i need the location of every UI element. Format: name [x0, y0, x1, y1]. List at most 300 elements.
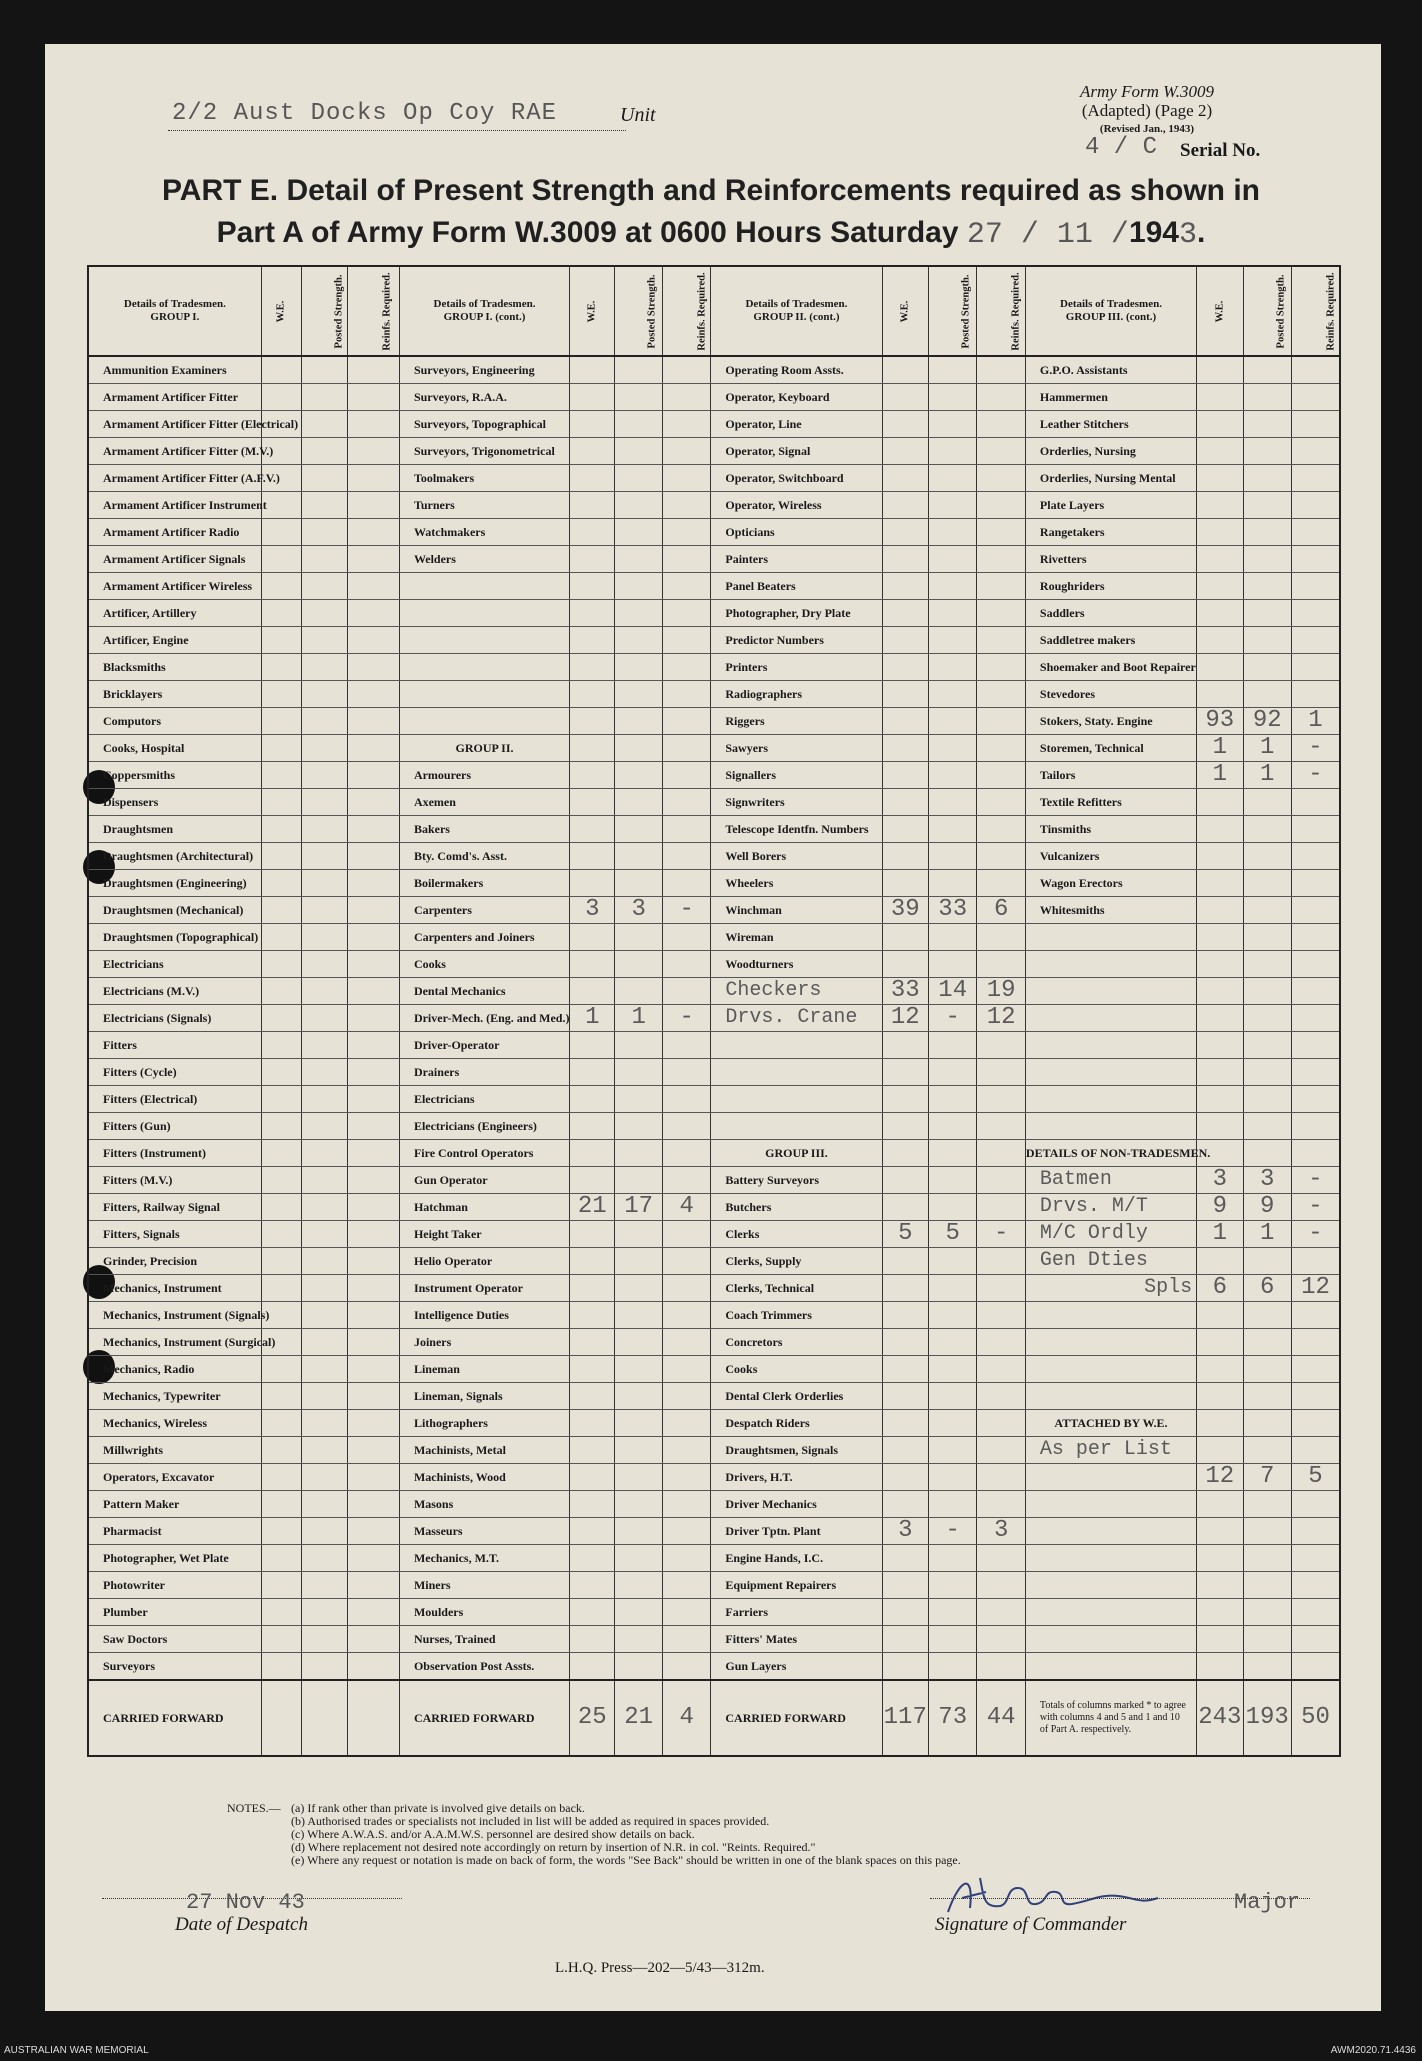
- trade-name: [399, 627, 569, 654]
- trade-name: Woodturners: [711, 951, 882, 978]
- we-value: [570, 1383, 615, 1410]
- trade-name: Surveyors, R.A.A.: [399, 384, 569, 411]
- we-value: [570, 411, 615, 438]
- trade-name: Fitters (Electrical): [88, 1086, 261, 1113]
- we-value: [1197, 600, 1243, 627]
- table-row: [88, 1653, 1340, 1681]
- trade-name: Draughtsmen (Architectural): [88, 843, 261, 870]
- posted-strength-value: [615, 762, 662, 789]
- table-row: [88, 1032, 1340, 1059]
- column-header-label: W.E.: [275, 300, 287, 322]
- posted-strength-value: -: [928, 1005, 976, 1032]
- posted-strength-value: [301, 1437, 347, 1464]
- we-value: [882, 438, 928, 465]
- posted-strength-value: [1243, 1383, 1291, 1410]
- reinfs-required-value: [662, 924, 710, 951]
- trade-name: [1025, 1383, 1196, 1410]
- reinfs-required-value: [1291, 1518, 1340, 1545]
- table-row: [88, 681, 1340, 708]
- posted-strength-value: [928, 1059, 976, 1086]
- we-value: [882, 762, 928, 789]
- reinfs-required-value: [977, 1383, 1025, 1410]
- we-value: [882, 384, 928, 411]
- note-e: (e) Where any request or notation is made on back of form, the words "See Back" should be written in one of the blank spaces on this page.: [291, 1853, 961, 1867]
- reinfs-required-value: [662, 654, 710, 681]
- reinfs-required-value: [977, 1653, 1025, 1681]
- we-value: [882, 1545, 928, 1572]
- title-year-prefix: 194: [1128, 216, 1179, 249]
- we-value: [261, 924, 301, 951]
- reinfs-required-value: [977, 1194, 1025, 1221]
- posted-strength-value: [615, 519, 662, 546]
- form-line1: Army Form W.3009: [1080, 82, 1214, 101]
- reinfs-required-value: [348, 870, 400, 897]
- table-row: [88, 465, 1340, 492]
- reinfs-required-value: [348, 1356, 400, 1383]
- trade-name: Clerks, Technical: [711, 1275, 882, 1302]
- table-row: [88, 627, 1340, 654]
- we-value: [261, 627, 301, 654]
- we-value: [882, 492, 928, 519]
- reinfs-required-value: [348, 627, 400, 654]
- trade-name: Vulcanizers: [1025, 843, 1196, 870]
- we-value: [261, 600, 301, 627]
- trade-name: Grinder, Precision: [88, 1248, 261, 1275]
- we-value: [261, 1059, 301, 1086]
- trade-name: Well Borers: [711, 843, 882, 870]
- trade-name: Winchman: [711, 897, 882, 924]
- table-row: [88, 1518, 1340, 1545]
- table-row: [88, 1194, 1340, 1221]
- we-value: [882, 546, 928, 573]
- reinfs-required-value: [662, 1302, 710, 1329]
- trade-name: Joiners: [399, 1329, 569, 1356]
- column-header-label: W.E.: [1214, 300, 1226, 322]
- carried-forward-we: 117: [882, 1680, 928, 1756]
- we-value: [1197, 1356, 1243, 1383]
- trade-name: [399, 654, 569, 681]
- posted-strength-value: [615, 1248, 662, 1275]
- we-value: [261, 573, 301, 600]
- posted-strength-value: [928, 519, 976, 546]
- trade-name: Tailors: [1025, 762, 1196, 789]
- serial-label: Serial No.: [1180, 140, 1261, 161]
- posted-strength-value: 1: [1243, 762, 1291, 789]
- column-header-posted: [301, 266, 347, 356]
- column-header-reinfs: [1291, 266, 1340, 356]
- table-row: [88, 1275, 1340, 1302]
- posted-strength-value: [301, 924, 347, 951]
- trade-name: Drvs. M/T: [1025, 1194, 1196, 1221]
- trade-name: Blacksmiths: [88, 654, 261, 681]
- posted-strength-value: [1243, 843, 1291, 870]
- posted-strength-value: [928, 1545, 976, 1572]
- posted-strength-value: [1243, 411, 1291, 438]
- table-row: [88, 762, 1340, 789]
- commander-rank: Major: [1234, 1890, 1301, 1915]
- trade-name: As per List: [1025, 1437, 1196, 1464]
- we-value: [1197, 1329, 1243, 1356]
- posted-strength-value: [615, 1221, 662, 1248]
- reinfs-required-value: [348, 735, 400, 762]
- posted-strength-value: [928, 492, 976, 519]
- posted-strength-value: [1243, 1302, 1291, 1329]
- trade-name: Draughtsmen, Signals: [711, 1437, 882, 1464]
- trade-name: Carpenters and Joiners: [399, 924, 569, 951]
- reinfs-required-value: [662, 465, 710, 492]
- reinfs-required-value: [977, 492, 1025, 519]
- we-value: [570, 384, 615, 411]
- table-row: [88, 384, 1340, 411]
- posted-strength-value: [928, 438, 976, 465]
- posted-strength-value: [928, 600, 976, 627]
- posted-strength-value: [301, 1194, 347, 1221]
- posted-strength-value: [301, 384, 347, 411]
- reinfs-required-value: [1291, 1329, 1340, 1356]
- signature-label: Signature of Commander: [935, 1914, 1127, 1935]
- posted-strength-value: [301, 1275, 347, 1302]
- trade-name: Printers: [711, 654, 882, 681]
- column-header-reinfs: [348, 266, 400, 356]
- table-row: [88, 870, 1340, 897]
- we-value: 39: [882, 897, 928, 924]
- we-value: [261, 681, 301, 708]
- trade-name: [1025, 1302, 1196, 1329]
- reinfs-required-value: 3: [977, 1518, 1025, 1545]
- reinfs-required-value: [662, 762, 710, 789]
- reinfs-required-value: -: [662, 1005, 710, 1032]
- reinfs-required-value: [348, 492, 400, 519]
- trade-name: [711, 1086, 882, 1113]
- we-value: [570, 681, 615, 708]
- we-value: 93: [1197, 708, 1243, 735]
- posted-strength-value: [1243, 1599, 1291, 1626]
- table-row: [88, 1329, 1340, 1356]
- posted-strength-value: [1243, 1491, 1291, 1518]
- reinfs-required-value: [1291, 897, 1340, 924]
- we-value: [1197, 465, 1243, 492]
- trade-name: [399, 573, 569, 600]
- posted-strength-value: 6: [1243, 1275, 1291, 1302]
- trade-name: Moulders: [399, 1599, 569, 1626]
- we-value: [882, 1572, 928, 1599]
- posted-strength-value: [301, 356, 347, 384]
- trade-name: Tinsmiths: [1025, 816, 1196, 843]
- trade-name: Fitters (Gun): [88, 1113, 261, 1140]
- trade-name: [1025, 951, 1196, 978]
- reinfs-required-value: [1291, 1383, 1340, 1410]
- trade-name: Spls: [1025, 1275, 1196, 1302]
- trade-name: Cooks, Hospital: [88, 735, 261, 762]
- reinfs-required-value: [348, 573, 400, 600]
- trade-name: [1025, 1599, 1196, 1626]
- posted-strength-value: [301, 627, 347, 654]
- trade-name: Painters: [711, 546, 882, 573]
- carried-forward-ps: [301, 1680, 347, 1756]
- posted-strength-value: [615, 1518, 662, 1545]
- trade-name: Lineman, Signals: [399, 1383, 569, 1410]
- posted-strength-value: [301, 654, 347, 681]
- we-value: [570, 1032, 615, 1059]
- strength-table-wrap: [87, 265, 1341, 1789]
- column-header-posted: [1243, 266, 1291, 356]
- trade-name: Mechanics, Radio: [88, 1356, 261, 1383]
- we-value: [261, 1545, 301, 1572]
- trade-name: Saddlers: [1025, 600, 1196, 627]
- posted-strength-value: [928, 870, 976, 897]
- we-value: [882, 1653, 928, 1681]
- trade-name: Lineman: [399, 1356, 569, 1383]
- posted-strength-value: 92: [1243, 708, 1291, 735]
- we-value: [882, 1140, 928, 1167]
- we-value: [261, 384, 301, 411]
- posted-strength-value: [615, 1113, 662, 1140]
- trade-name: Instrument Operator: [399, 1275, 569, 1302]
- we-value: [1197, 411, 1243, 438]
- reinfs-required-value: [1291, 411, 1340, 438]
- we-value: [261, 1410, 301, 1437]
- reinfs-required-value: [1291, 600, 1340, 627]
- trade-name: Mechanics, Instrument (Surgical): [88, 1329, 261, 1356]
- reinfs-required-value: [977, 1275, 1025, 1302]
- trade-name: Radiographers: [711, 681, 882, 708]
- posted-strength-value: [928, 924, 976, 951]
- we-value: [882, 519, 928, 546]
- posted-strength-value: [301, 1302, 347, 1329]
- table-row: [88, 1167, 1340, 1194]
- posted-strength-value: 17: [615, 1194, 662, 1221]
- posted-strength-value: [615, 1356, 662, 1383]
- carried-forward-ps: 73: [928, 1680, 976, 1756]
- we-value: [1197, 1005, 1243, 1032]
- we-value: 9: [1197, 1194, 1243, 1221]
- reinfs-required-value: [662, 1437, 710, 1464]
- trade-name: Whitesmiths: [1025, 897, 1196, 924]
- posted-strength-value: [928, 1140, 976, 1167]
- table-row: [88, 951, 1340, 978]
- we-value: [882, 1275, 928, 1302]
- we-value: 1: [1197, 1221, 1243, 1248]
- we-value: [882, 1356, 928, 1383]
- table-row: [88, 411, 1340, 438]
- reinfs-required-value: [1291, 1248, 1340, 1275]
- posted-strength-value: [1243, 627, 1291, 654]
- trade-name: [1025, 1572, 1196, 1599]
- trade-name: Ammunition Examiners: [88, 356, 261, 384]
- we-value: [882, 735, 928, 762]
- we-value: [261, 1653, 301, 1681]
- trade-name: Driver-Mech. (Eng. and Med.): [399, 1005, 569, 1032]
- posted-strength-value: [1243, 492, 1291, 519]
- we-value: [1197, 1113, 1243, 1140]
- we-value: [1197, 1248, 1243, 1275]
- we-value: [882, 627, 928, 654]
- reinfs-required-value: [348, 897, 400, 924]
- trade-name: Operator, Signal: [711, 438, 882, 465]
- we-value: [570, 951, 615, 978]
- reinfs-required-value: [348, 1410, 400, 1437]
- posted-strength-value: [928, 1032, 976, 1059]
- we-value: [882, 1167, 928, 1194]
- reinfs-required-value: -: [1291, 735, 1340, 762]
- we-value: [1197, 843, 1243, 870]
- trade-name: Fitters (Cycle): [88, 1059, 261, 1086]
- reinfs-required-value: [662, 573, 710, 600]
- we-value: [570, 600, 615, 627]
- reinfs-required-value: [1291, 843, 1340, 870]
- table-row: [88, 789, 1340, 816]
- we-value: [1197, 1545, 1243, 1572]
- reinfs-required-value: -: [1291, 1221, 1340, 1248]
- posted-strength-value: [301, 573, 347, 600]
- reinfs-required-value: [662, 1086, 710, 1113]
- trade-name: Armament Artificer Fitter (A.F.V.): [88, 465, 261, 492]
- reinfs-required-value: [1291, 1599, 1340, 1626]
- table-row: [88, 1140, 1340, 1167]
- reinfs-required-value: [977, 438, 1025, 465]
- posted-strength-value: [928, 1383, 976, 1410]
- posted-strength-value: [1243, 816, 1291, 843]
- trade-name: Draughtsmen: [88, 816, 261, 843]
- posted-strength-value: [615, 356, 662, 384]
- we-value: [261, 1599, 301, 1626]
- trade-name: [1025, 1545, 1196, 1572]
- reinfs-required-value: [977, 1464, 1025, 1491]
- posted-strength-value: [615, 600, 662, 627]
- we-value: [1197, 1302, 1243, 1329]
- note-c: (c) Where A.W.A.S. and/or A.A.M.W.S. personnel are desired show details on back.: [291, 1827, 695, 1841]
- trade-name: Fitters, Railway Signal: [88, 1194, 261, 1221]
- trade-name: Riggers: [711, 708, 882, 735]
- trade-name: Armament Artificer Wireless: [88, 573, 261, 600]
- trade-name: [711, 1059, 882, 1086]
- reinfs-required-value: [1291, 573, 1340, 600]
- reinfs-required-value: [1291, 1437, 1340, 1464]
- unit-label: Unit: [620, 104, 656, 126]
- posted-strength-value: [615, 1275, 662, 1302]
- posted-strength-value: [1243, 870, 1291, 897]
- we-value: [570, 519, 615, 546]
- column-header-we: [1197, 266, 1243, 356]
- reinfs-required-value: [977, 708, 1025, 735]
- we-value: [1197, 1410, 1243, 1437]
- reinfs-required-value: [348, 1653, 400, 1681]
- posted-strength-value: [1243, 384, 1291, 411]
- table-row: [88, 546, 1340, 573]
- trade-name: Armament Artificer Instrument: [88, 492, 261, 519]
- reinfs-required-value: [348, 1248, 400, 1275]
- we-value: [1197, 789, 1243, 816]
- posted-strength-value: [1243, 1545, 1291, 1572]
- posted-strength-value: [615, 1599, 662, 1626]
- reinfs-required-value: 12: [977, 1005, 1025, 1032]
- trade-name: Gen Dties: [1025, 1248, 1196, 1275]
- we-value: 6: [1197, 1275, 1243, 1302]
- reinfs-required-value: [977, 843, 1025, 870]
- posted-strength-value: [928, 627, 976, 654]
- we-value: [882, 816, 928, 843]
- posted-strength-value: [1243, 681, 1291, 708]
- trade-name: Mechanics, Instrument (Signals): [88, 1302, 261, 1329]
- we-value: [261, 762, 301, 789]
- reinfs-required-value: 5: [1291, 1464, 1340, 1491]
- posted-strength-value: [615, 573, 662, 600]
- reinfs-required-value: [348, 1383, 400, 1410]
- we-value: [261, 1491, 301, 1518]
- reinfs-required-value: [348, 356, 400, 384]
- trade-name: Toolmakers: [399, 465, 569, 492]
- we-value: [1197, 1086, 1243, 1113]
- we-value: [882, 1491, 928, 1518]
- posted-strength-value: [301, 681, 347, 708]
- we-value: [261, 735, 301, 762]
- reinfs-required-value: [1291, 1086, 1340, 1113]
- note-d: (d) Where replacement not desired note accordingly on return by insertion of N.R. in col. "Reints. Required.": [291, 1840, 816, 1854]
- trade-name: Armament Artificer Fitter (M.V.): [88, 438, 261, 465]
- trade-name: [1025, 1491, 1196, 1518]
- reinfs-required-value: [662, 600, 710, 627]
- we-value: [882, 1194, 928, 1221]
- posted-strength-value: [615, 870, 662, 897]
- reinfs-required-value: 1: [1291, 708, 1340, 735]
- we-value: [261, 978, 301, 1005]
- trade-name: Observation Post Assts.: [399, 1653, 569, 1681]
- reinfs-required-value: [662, 1275, 710, 1302]
- reinfs-required-value: [662, 384, 710, 411]
- we-value: [261, 1113, 301, 1140]
- posted-strength-value: [1243, 356, 1291, 384]
- posted-strength-value: [1243, 1140, 1291, 1167]
- posted-strength-value: [928, 789, 976, 816]
- reinfs-required-value: [662, 708, 710, 735]
- posted-strength-value: [928, 465, 976, 492]
- trade-name: [1025, 978, 1196, 1005]
- column-header-label: Reinfs. Required.: [1325, 271, 1337, 351]
- carried-forward-we: 243: [1197, 1680, 1243, 1756]
- posted-strength-value: [301, 897, 347, 924]
- posted-strength-value: [615, 1437, 662, 1464]
- reinfs-required-value: [1291, 492, 1340, 519]
- we-value: [882, 1059, 928, 1086]
- we-value: [570, 789, 615, 816]
- trade-name: Plumber: [88, 1599, 261, 1626]
- column-header-details: Details of Tradesmen. GROUP II. (cont.): [711, 266, 882, 356]
- posted-strength-value: [1243, 978, 1291, 1005]
- reinfs-required-value: [977, 1626, 1025, 1653]
- reinfs-required-value: [977, 816, 1025, 843]
- trade-name: Fitters' Mates: [711, 1626, 882, 1653]
- trade-name: Operators, Excavator: [88, 1464, 261, 1491]
- totals-note: Totals of columns marked * to agree with columns 4 and 5 and 1 and 10 of Part A. respectively.: [1025, 1680, 1196, 1756]
- posted-strength-value: [615, 384, 662, 411]
- posted-strength-value: 14: [928, 978, 976, 1005]
- table-row: [88, 1356, 1340, 1383]
- posted-strength-value: [928, 573, 976, 600]
- reinfs-required-value: [977, 1356, 1025, 1383]
- trade-name: Machinists, Wood: [399, 1464, 569, 1491]
- we-value: [882, 681, 928, 708]
- trade-name: Fitters (M.V.): [88, 1167, 261, 1194]
- posted-strength-value: [301, 708, 347, 735]
- reinfs-required-value: [348, 465, 400, 492]
- we-value: [882, 411, 928, 438]
- trade-name: Electricians: [88, 951, 261, 978]
- page-title: [86, 170, 1336, 256]
- trade-name: [399, 708, 569, 735]
- trade-name: Coach Trimmers: [711, 1302, 882, 1329]
- carried-forward-ps: 21: [615, 1680, 662, 1756]
- posted-strength-value: [301, 1059, 347, 1086]
